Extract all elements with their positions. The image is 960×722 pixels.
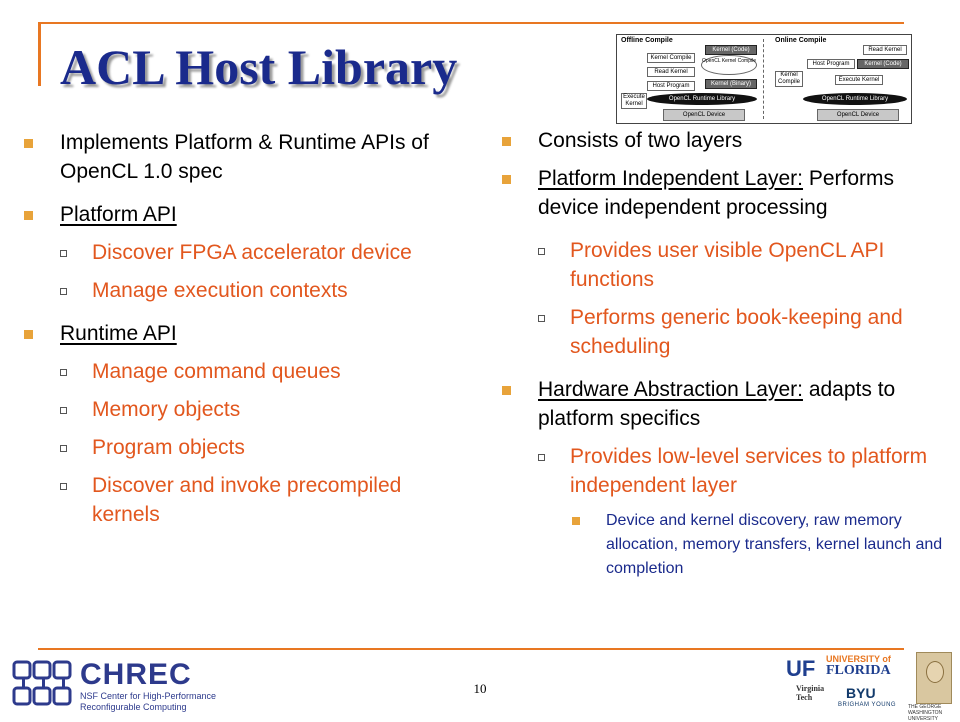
left-bullet-list: [22, 128, 452, 529]
gw-logo-text: THE GEORGE WASHINGTON UNIVERSITY: [908, 704, 943, 722]
bullet-two-layers: Consists of two layers: [500, 126, 950, 155]
sub-bullet-user-visible-api: Provides user visible OpenCL API functions: [500, 236, 950, 294]
uf-logo-mark: UF: [786, 656, 816, 681]
online-kernel-code-box: Kernel (Code): [857, 59, 909, 69]
offline-kernel-code-box: Kernel (Code): [705, 45, 757, 55]
virginia-tech-logo: [796, 684, 824, 702]
hardware-abstraction-layer-label: Hardware Abstraction Layer:: [538, 378, 803, 401]
bullet-runtime-api: [22, 319, 452, 348]
sub-bullet-memory-objects: Memory objects: [22, 395, 452, 424]
offline-compile-heading: Offline Compile: [621, 37, 673, 44]
uf-florida-text: FLORIDA: [826, 663, 891, 678]
offline-opencl-kernel-compile-ellipse: OpenCL Kernel Compile: [701, 55, 757, 75]
offline-execute-kernel-box: Execute Kernel: [621, 93, 647, 109]
chrec-subtitle-line-2: Reconfigurable Computing: [80, 702, 187, 712]
platform-api-label: Platform API: [60, 203, 177, 226]
bullet-hardware-abstraction-layer: [500, 375, 950, 433]
offline-runtime-library-pill: OpenCL Runtime Library: [647, 93, 757, 105]
uf-university-text: UNIVERSITY of: [826, 654, 891, 664]
online-opencl-device-box: OpenCL Device: [817, 109, 899, 121]
footer-divider-line: [38, 648, 904, 650]
gw-face-icon: [926, 661, 944, 683]
bullet-implements-apis: Implements Platform & Runtime APIs of OpenCL 1.0 spec: [22, 128, 452, 186]
chrec-subtitle: [80, 691, 220, 713]
sub-bullet-low-level-services: Provides low-level services to platform independent layer: [500, 442, 950, 500]
diagram-divider: [763, 39, 764, 119]
platform-independent-layer-desc: Performs device independent processing: [538, 167, 895, 219]
hardware-abstraction-layer-desc: adapts to platform specifics: [538, 378, 896, 430]
vt-line-1: Virginia: [796, 684, 825, 693]
sub-sub-bullet-device-discovery: Device and kernel discovery, raw memory allocation, memory transfers, kernel launch and completion: [500, 509, 950, 581]
title-frame-top-line: [38, 22, 904, 24]
slide-title: ACL Host Library: [60, 39, 458, 95]
offline-opencl-device-box: OpenCL Device: [663, 109, 745, 121]
byu-subtitle: BRIGHAM YOUNG: [838, 702, 897, 708]
chrec-wordmark: CHREC: [80, 658, 192, 691]
online-read-kernel-box: Read Kernel: [863, 45, 907, 55]
online-kernel-compile-box: Kernel Compile: [775, 71, 803, 87]
university-logos: [786, 652, 956, 722]
online-runtime-library-pill: OpenCL Runtime Library: [803, 93, 907, 105]
opencl-compile-diagram: [616, 34, 912, 124]
sub-bullet-command-queues: Manage command queues: [22, 357, 452, 386]
byu-logo: BYU: [846, 685, 876, 701]
bullet-platform-independent-layer: [500, 164, 950, 222]
online-execute-kernel-box: Execute Kernel: [835, 75, 883, 85]
offline-kernel-compile-box: Kernel Compile: [647, 53, 695, 63]
chrec-logo: [10, 658, 217, 714]
page-number: 10: [473, 681, 487, 696]
title-frame-left-line: [38, 22, 41, 86]
offline-read-kernel-box: Read Kernel: [647, 67, 695, 77]
right-bullet-list: [500, 126, 950, 581]
bullet-platform-api: [22, 200, 452, 229]
online-compile-heading: Online Compile: [775, 37, 827, 44]
offline-kernel-binary-box: Kernel (Binary): [705, 79, 757, 89]
offline-host-program-box: Host Program: [647, 81, 695, 91]
gw-portrait-icon: [916, 652, 952, 704]
sub-bullet-discover-fpga: Discover FPGA accelerator device: [22, 238, 452, 267]
chrec-subtitle-line-1: NSF Center for High-Performance: [80, 691, 217, 701]
online-host-program-box: Host Program: [807, 59, 855, 69]
sub-bullet-precompiled-kernels: Discover and invoke precompiled kernels: [22, 471, 452, 529]
sub-bullet-program-objects: Program objects: [22, 433, 452, 462]
sub-bullet-manage-contexts: Manage execution contexts: [22, 276, 452, 305]
platform-independent-layer-label: Platform Independent Layer:: [538, 167, 804, 190]
runtime-api-label: Runtime API: [60, 322, 177, 345]
vt-line-2: Tech: [796, 693, 813, 702]
sub-bullet-book-keeping: Performs generic book-keeping and scheduling: [500, 303, 950, 361]
chrec-network-icon: [10, 658, 74, 714]
